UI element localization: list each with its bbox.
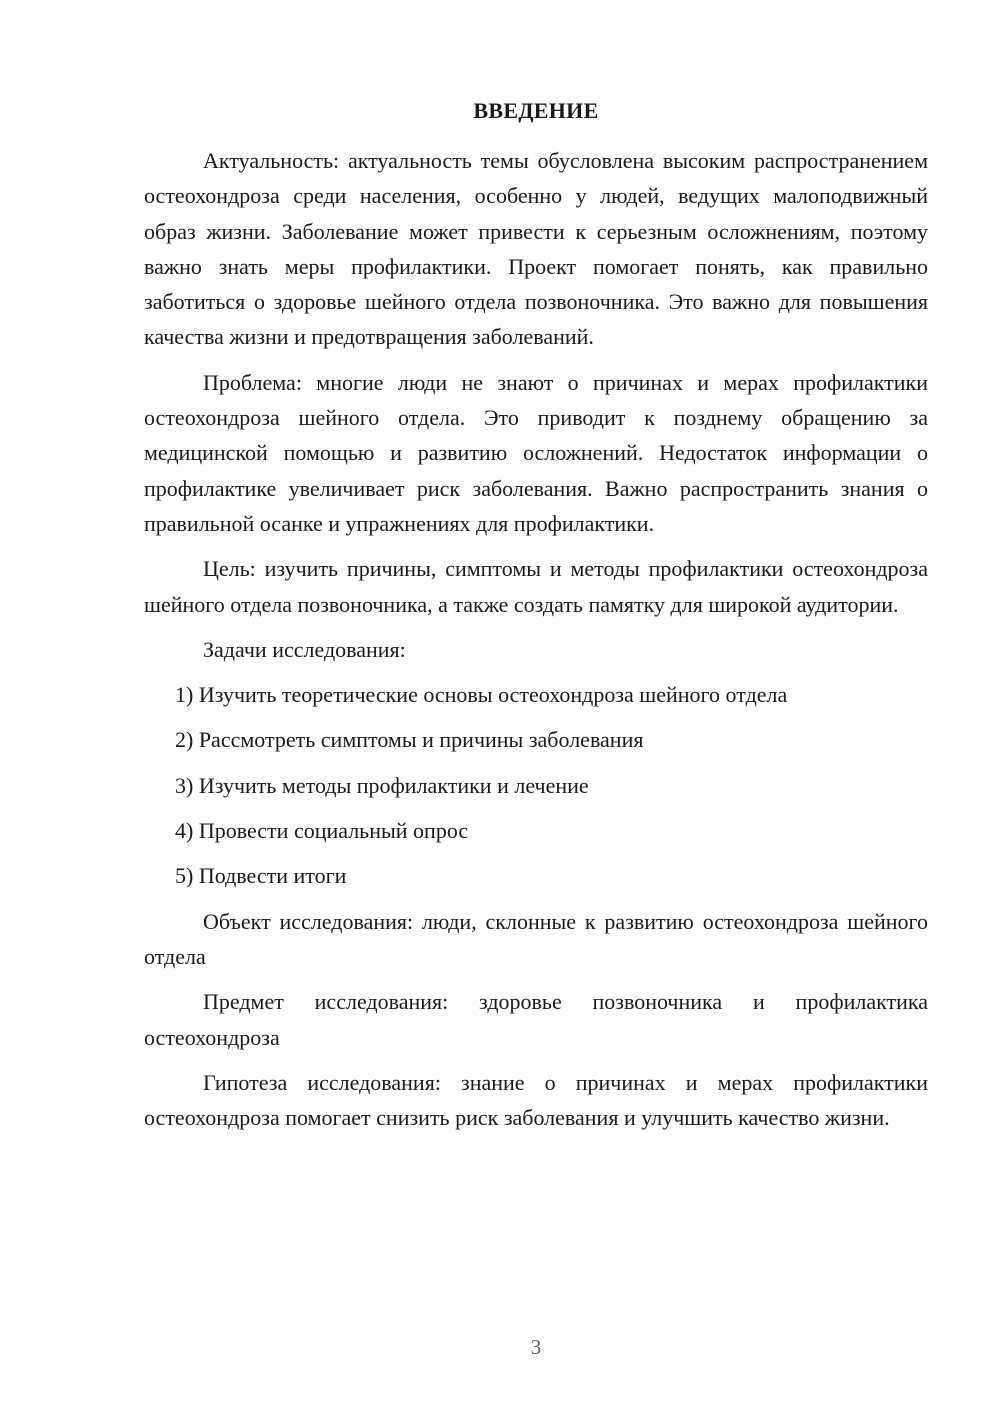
list-item: 1) Изучить теоретические основы остеохондроза шейного отдела bbox=[175, 682, 788, 708]
list-item: 3) Изучить методы профилактики и лечение bbox=[175, 772, 589, 798]
goal-paragraph: Цель: изучить причины, симптомы и методы профилактики остеохондроза шейного отдела позвоночника, а также создать памятку для широкой аудитории. bbox=[144, 556, 928, 617]
document-body bbox=[144, 143, 928, 1135]
tasks-heading: Задачи исследования: bbox=[203, 636, 406, 662]
list-item: 2) Рассмотреть симптомы и причины заболевания bbox=[175, 727, 644, 753]
section-heading: ВВЕДЕНИЕ bbox=[473, 98, 599, 123]
hypothesis-paragraph: Гипотеза исследования: знание о причинах и мерах профилактики остеохондроза помогает снизить риск заболевания и улучшить качество жизни. bbox=[144, 1069, 928, 1131]
list-item: 5) Подвести итоги bbox=[175, 863, 347, 889]
object-paragraph: Объект исследования: люди, склонные к развитию остеохондроза шейного отдела bbox=[144, 908, 928, 969]
problem-paragraph: Проблема: многие люди не знают о причинах и мерах профилактики остеохондроза шейного отдела. Это приводит к позднему обращению за медицинской помощью и развитию осложнений. Недостаток информации о профилактике увеличивает риск заболевания. Важно распространить знания о правильной осанке и упражнениях для профилактики. bbox=[144, 369, 928, 536]
relevance-paragraph: Актуальность: актуальность темы обусловлена высоким распространением остеохондроза среди населения, особенно у людей, ведущих малоподвижный образ жизни. Заболевание может привести к серьезным осложнениям, поэтому важно знать меры профилактики. Проект помогает понять, как правильно заботиться о здоровье шейного отдела позвоночника. Это важно для повышения качества жизни и предотвращения заболеваний. bbox=[144, 148, 928, 350]
page-number: 3 bbox=[530, 1335, 542, 1359]
list-item: 4) Провести социальный опрос bbox=[175, 818, 469, 844]
tasks-list bbox=[144, 677, 928, 893]
subject-paragraph: Предмет исследования: здоровье позвоночника и профилактика остеохондроза bbox=[144, 989, 928, 1050]
